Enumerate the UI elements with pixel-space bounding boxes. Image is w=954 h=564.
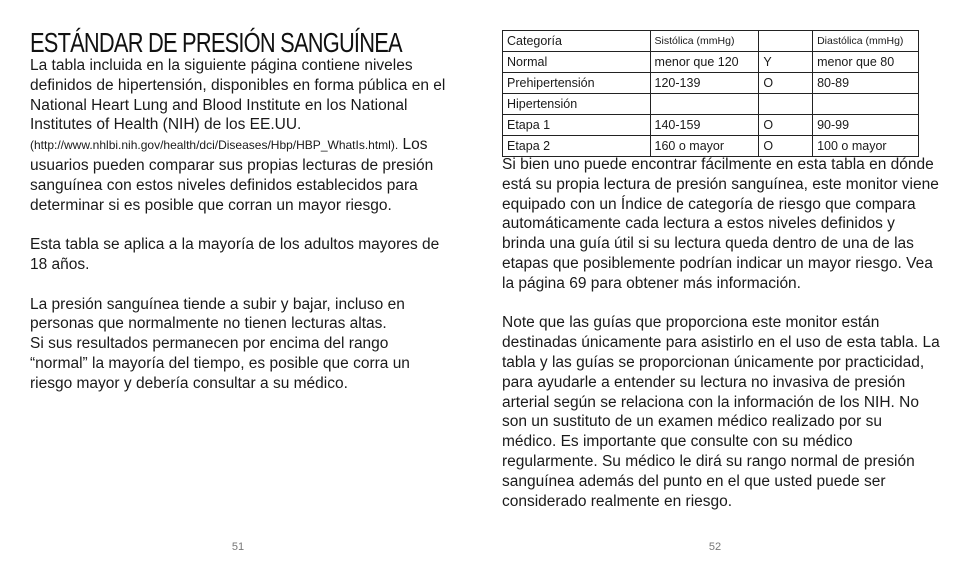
table-cell: 120-139 bbox=[650, 73, 759, 94]
table-cell: O bbox=[759, 73, 813, 94]
table-cell: 160 o mayor bbox=[650, 136, 759, 157]
table-cell: Y bbox=[759, 52, 813, 73]
table-cell: O bbox=[759, 115, 813, 136]
index-paragraph: Si bien uno puede encontrar fácilmente en esta tabla en dónde está su propia lectura de presión sanguínea, este monitor viene equipado con un Índice de categoría de riesgo que compara automáticamente cada lectura a estos niveles definidos y brinda una guía útil si su lectura queda dentro de una de las etapas que posiblemente podrían indicar un mayor riesgo. Vea la página 69 para obtener más información. bbox=[502, 156, 939, 292]
intro-paragraph bbox=[30, 56, 448, 215]
pressure-text-line2: Si sus resultados permanecen por encima del rango “normal” la mayoría del tiempo, es posible que corra un riesgo mayor y debería consultar a su médico. bbox=[30, 335, 410, 392]
table-row bbox=[503, 115, 919, 136]
left-body-text bbox=[30, 56, 448, 394]
table-cell: 140-159 bbox=[650, 115, 759, 136]
header-cell-diastolic: Diastólica (mmHg) bbox=[813, 31, 919, 52]
table-cell: Prehipertensión bbox=[503, 73, 651, 94]
pressure-paragraph bbox=[30, 295, 448, 394]
header-cell-systolic: Sistólica (mmHg) bbox=[650, 31, 759, 52]
blood-pressure-table bbox=[502, 30, 919, 157]
table-cell: 90-99 bbox=[813, 115, 919, 136]
table-cell: 80-89 bbox=[813, 73, 919, 94]
header-cell-category: Categoría bbox=[503, 31, 651, 52]
table-cell bbox=[650, 94, 759, 115]
table-row bbox=[503, 73, 919, 94]
table-row bbox=[503, 52, 919, 73]
intro-text-continued: Los usuarios pueden comparar sus propias lecturas de presión sanguínea con estos niveles definidos establecidos para determinar si es posible que corran un mayor riesgo. bbox=[30, 136, 434, 214]
table-cell: menor que 120 bbox=[650, 52, 759, 73]
table-cell: Normal bbox=[503, 52, 651, 73]
disclaimer-paragraph: Note que las guías que proporciona este monitor están destinadas únicamente para asistirlo en el uso de esta tabla. La tabla y las guías se proporcionan únicamente por practicidad, para ayudarle a entender su lectura no invasiva de presión arterial según se relaciona con la información de los NIH. No son un sustituto de un examen médico realizado por su médico. Es importante que consulte con su médico regularmente. Su médico le dirá su rango normal de presión sanguínea además del punto en el que usted puede ser considerado realmente en riesgo. bbox=[502, 314, 940, 510]
table-row bbox=[503, 94, 919, 115]
page-number-left: 51 bbox=[231, 541, 245, 553]
table-header-row bbox=[503, 31, 919, 52]
table-cell: Etapa 2 bbox=[503, 136, 651, 157]
table-cell bbox=[759, 94, 813, 115]
table-cell: Etapa 1 bbox=[503, 115, 651, 136]
table-cell: 100 o mayor bbox=[813, 136, 919, 157]
table-row bbox=[503, 136, 919, 157]
table-cell: O bbox=[759, 136, 813, 157]
right-page bbox=[477, 0, 954, 564]
adults-paragraph: Esta tabla se aplica a la mayoría de los adultos mayores de 18 años. bbox=[30, 236, 440, 273]
page-number-right: 52 bbox=[708, 541, 722, 553]
table-cell: Hipertensión bbox=[503, 94, 651, 115]
table-cell: menor que 80 bbox=[813, 52, 919, 73]
page-title: ESTÁNDAR DE PRESIÓN SANGUÍNEA bbox=[30, 27, 402, 58]
table-cell bbox=[813, 94, 919, 115]
pressure-text-line1: La presión sanguínea tiende a subir y bajar, incluso en personas que normalmente no tienen lecturas altas. bbox=[30, 295, 405, 333]
intro-text: La tabla incluida en la siguiente página contiene niveles definidos de hipertensión, disponibles en forma pública en el National Heart Lung and Blood Institute en los National Institutes of Health (NIH) de los EE.UU. bbox=[30, 57, 446, 134]
nih-url: (http://www.nhlbi.nih.gov/health/dci/Diseases/Hbp/HBP_WhatIs.html). bbox=[30, 138, 399, 153]
right-body-text bbox=[502, 155, 940, 511]
header-cell-connector bbox=[759, 31, 813, 52]
